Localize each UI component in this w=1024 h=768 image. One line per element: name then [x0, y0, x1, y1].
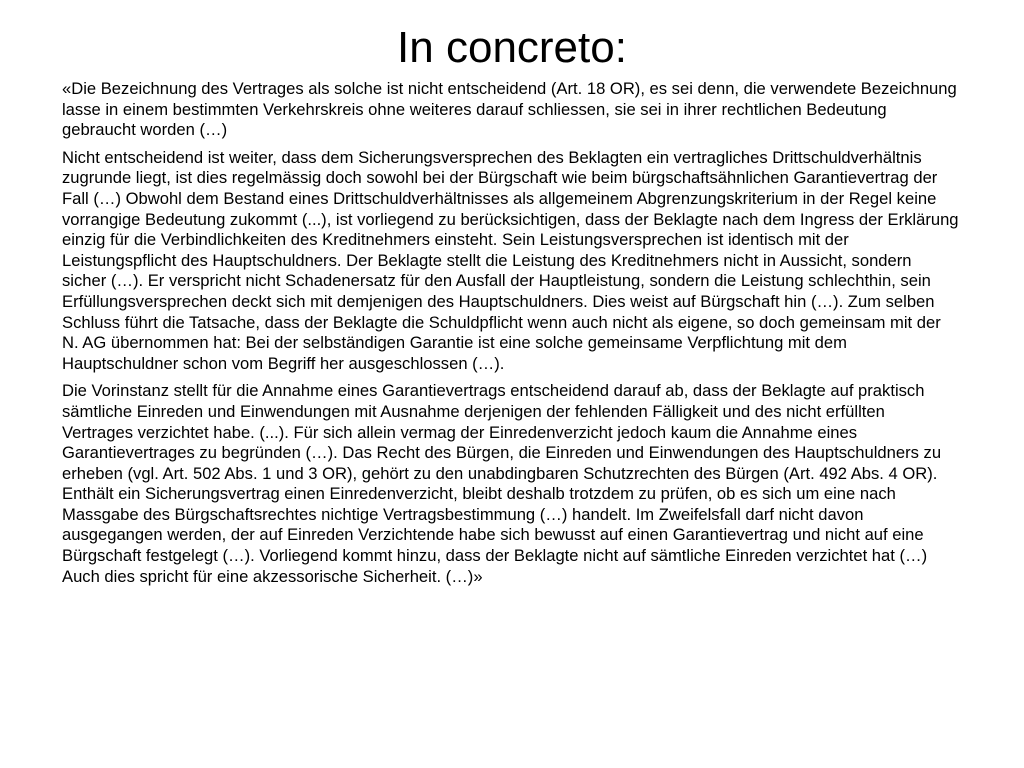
slide-title: In concreto:: [397, 23, 627, 72]
slide-body: [62, 79, 960, 594]
body-paragraph: «Die Bezeichnung des Vertrages als solche ist nicht entscheidend (Art. 18 OR), es sei denn, die verwendete Bezeichnung lasse in einem bestimmten Verkehrskreis ohne weiteres darauf schliessen, sie sei in ihrer rechtlichen Bedeutung gebraucht worden (…): [62, 79, 957, 140]
body-paragraph: Die Vorinstanz stellt für die Annahme eines Garantievertrags entscheidend darauf ab, dass der Beklagte auf praktisch sämtliche Einreden und Einwendungen mit Ausnahme derjenigen der fehlenden Fälligkeit und des nicht erfüllten Vertrages verzichtet habe. (...). Für sich allein vermag der Einredenverzicht jedoch kaum die Annahme eines Garantievertrages zu begründen (…). Das Recht des Bürgen, die Einreden und Einwendungen des Hauptschuldners zu erheben (vgl. Art. 502 Abs. 1 und 3 OR), gehört zu den unabdingbaren Schutzrechten des Bürgen (Art. 492 Abs. 4 OR). Enthält ein Sicherungsvertrag einen Einredenverzicht, bleibt deshalb trotzdem zu prüfen, ob es sich um eine nach Massgabe des Bürgschaftsrechtes nichtige Vertragsbestimmung (…) handelt. Im Zweifelsfall darf nicht davon ausgegangen werden, der auf Einreden Verzichtende habe sich bewusst auf einen Garantievertrag und nicht auf eine Bürgschaft festgelegt (…). Vorliegend kommt hinzu, dass der Beklagte nicht auf sämtliche Einreden verzichtet hat (…) Auch dies spricht für eine akzessorische Sicherheit. (…)»: [62, 381, 942, 586]
body-paragraph: Nicht entscheidend ist weiter, dass dem Sicherungsversprechen des Beklagten ein vertragliches Drittschuldverhältnis zugrunde liegt, ist dies regelmässig doch sowohl bei der Bürgschaft wie beim bürgschaftsähnlichen Garantievertrag der Fall (…) Obwohl dem Bestand eines Drittschuldverhältnisses als allgemeinem Abgrenzungskriterium in der Regel keine vorrangige Bedeutung zukommt (...), ist vorliegend zu berücksichtigen, dass der Beklagte nach dem Ingress der Erklärung einzig für die Verbindlichkeiten des Kreditnehmers einsteht. Sein Leistungsversprechen ist identisch mit der Leistungspflicht des Hauptschuldners. Der Beklagte stellt die Leistung des Kreditnehmers nicht in Aussicht, sondern sicher (…). Er verspricht nicht Schadenersatz für den Ausfall der Hauptleistung, sondern die Leistung schlechthin, sein Erfüllungsversprechen deckt sich mit demjenigen des Hauptschuldners. Dies weist auf Bürgschaft hin (…). Zum selben Schluss führt die Tatsache, dass der Beklagte die Schuldpflicht wenn auch nicht als eigene, so doch gemeinsam mit der N. AG übernommen hat: Bei der selbständigen Garantie ist eine solche gemeinsame Verpflichtung mit dem Hauptschuldner schon vom Begriff her ausgeschlossen (…).: [62, 147, 959, 373]
